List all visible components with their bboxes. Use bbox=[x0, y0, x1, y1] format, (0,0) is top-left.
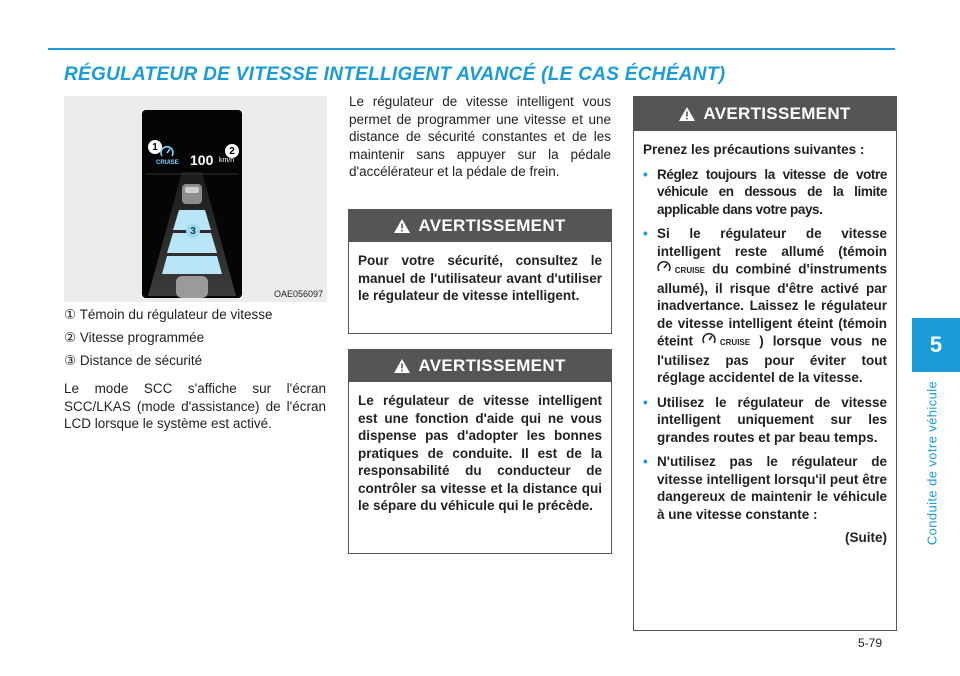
top-rule bbox=[48, 48, 895, 50]
warning-content bbox=[634, 131, 896, 555]
warning-text: Pour votre sécurité, consultez le manuel de l'utilisateur avant d'utiliser le régulateur de vitesse intelligent. bbox=[358, 253, 602, 303]
precaution-item bbox=[643, 166, 887, 219]
precaution-item bbox=[643, 225, 887, 387]
chapter-tab: 5 bbox=[912, 318, 960, 372]
warning-triangle-icon bbox=[394, 359, 410, 373]
precaution-item bbox=[643, 394, 887, 447]
bullet-icon: • bbox=[643, 394, 648, 410]
intro-paragraph: Le régulateur de vitesse intelligent vous permet de programmer une vitesse et une distance de sécurité constantes et de les maintenir sans appuyer sur la pédale d'accélérateur et la pédale de frein. bbox=[349, 94, 611, 179]
precaution-text: N'utilisez pas le régulateur de vitesse intelligent lorsqu'il peut être dangereux de maintenir le véhicule à une vitesse constante : bbox=[657, 454, 887, 522]
warning-text: Le régulateur de vitesse intelligent est une fonction d'aide qui ne vous dispense pas d'adopter les bonnes pratiques de conduite. Il est de la responsabilité du conducteur de contrôler sa vitesse et la distance qui le sépare du véhicule qui le précède. bbox=[358, 393, 602, 513]
legend-item-3: ③ Distance de sécurité bbox=[64, 353, 203, 368]
precaution-item bbox=[643, 453, 887, 523]
cruise-icon-label: CRUISE bbox=[674, 266, 705, 275]
precaution-text: Réglez toujours la vitesse de votre véhicule en dessous de la limite applicable dans votre pays. bbox=[657, 166, 887, 217]
bullet-icon: • bbox=[643, 226, 648, 241]
figure-code: OAE056097 bbox=[273, 289, 323, 299]
warning-header bbox=[349, 350, 611, 382]
precaution-text: Utilisez le régulateur de vitesse intelligent uniquement sur les grandes routes et par beau temps. bbox=[657, 394, 887, 445]
cruise-label: CRUISE bbox=[156, 160, 179, 166]
callout-1: 1 bbox=[148, 140, 162, 154]
warning-header bbox=[634, 97, 896, 131]
scc-mode-paragraph: Le mode SCC s'affiche sur l'écran SCC/LKAS (mode d'assistance) de l'écran LCD lorsque le système est activé. bbox=[64, 381, 326, 431]
page-title: RÉGULATEUR DE VITESSE INTELLIGENT AVANCÉ (LE CAS ÉCHÉANT) bbox=[64, 64, 726, 85]
speed-unit: km/h bbox=[219, 157, 235, 164]
warning-label: AVERTISSEMENT bbox=[418, 216, 566, 235]
warning-label: AVERTISSEMENT bbox=[703, 104, 851, 123]
warning-label: AVERTISSEMENT bbox=[418, 356, 566, 375]
warning-header bbox=[349, 210, 611, 242]
cruise-indicator-icon bbox=[702, 332, 750, 352]
precaution-text-end: ) lorsque vous ne l'utilisez pas pour éviter tout réglage accidentel de la vitesse. bbox=[657, 333, 887, 385]
set-speed: 100 bbox=[190, 152, 214, 168]
page-number: 5-79 bbox=[858, 636, 883, 650]
callout-2: 2 bbox=[225, 144, 239, 158]
dashboard-figure bbox=[64, 96, 327, 302]
precaution-text: Si le régulateur de vitesse intelligent reste allumé (témoin bbox=[657, 226, 887, 259]
cruise-indicator-icon bbox=[657, 260, 705, 280]
warning-box-3 bbox=[633, 96, 897, 631]
instrument-cluster-image bbox=[142, 110, 242, 298]
legend-item-2: ② Vitesse programmée bbox=[64, 330, 205, 345]
callout-3: 3 bbox=[186, 224, 200, 238]
bullet-icon: • bbox=[643, 166, 648, 182]
bullet-icon: • bbox=[643, 454, 648, 469]
cruise-icon-label: CRUISE bbox=[719, 338, 751, 347]
precaution-text-cont: du combiné d'instruments allumé), il risque d'être activé par inadvertance. Laissez le régulateur de vitesse intelligent éteint (témoin éteint bbox=[657, 261, 887, 349]
warning-box-2 bbox=[348, 349, 612, 554]
warning-intro: Prenez les précautions suivantes : bbox=[643, 142, 865, 157]
chapter-title bbox=[922, 368, 942, 558]
warning-box-1 bbox=[348, 209, 612, 334]
cruise-indicator-icon bbox=[160, 146, 174, 158]
chapter-title-text: Conduite de votre véhicule bbox=[924, 380, 940, 546]
legend-item-1: ① Témoin du régulateur de vitesse bbox=[64, 307, 273, 322]
warning-triangle-icon bbox=[394, 219, 410, 233]
warning-triangle-icon bbox=[679, 107, 695, 121]
continued-label: (Suite) bbox=[845, 530, 887, 545]
scc-display-illustration bbox=[142, 110, 242, 298]
